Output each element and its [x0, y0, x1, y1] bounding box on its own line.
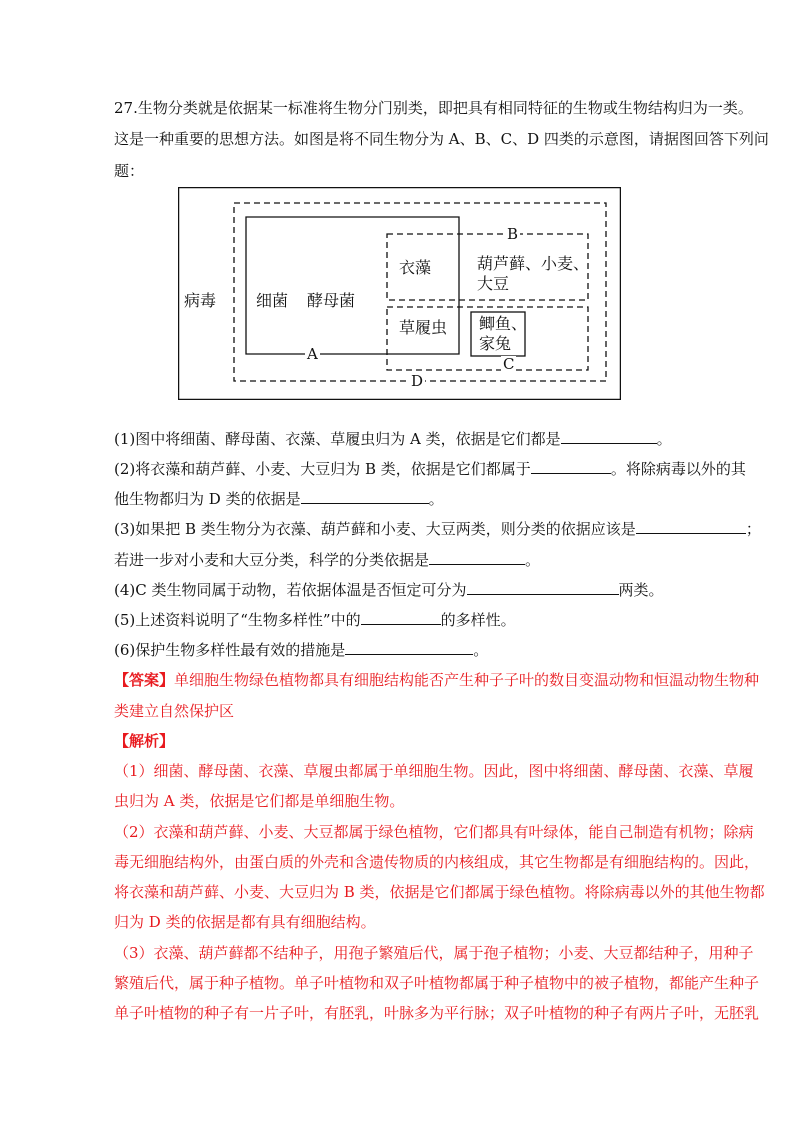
q6-answer-blank[interactable]: [345, 640, 473, 655]
set-a-letter: A: [307, 345, 318, 363]
set-d-letter: D: [411, 372, 424, 390]
q4-answer-blank[interactable]: [467, 580, 619, 595]
q5-answer-blank[interactable]: [361, 610, 441, 625]
q3a-text: (3)如果把 B 类生物分为衣藻、葫芦藓和小麦、大豆两类，则分类的依据应该是: [114, 520, 636, 538]
q3b-answer-blank[interactable]: [429, 550, 525, 565]
analysis-p2-line3: 将衣藻和葫芦藓、小麦、大豆归为 B 类，依据是它们都属于绿色植物。将除病毒以外的其他生物都: [114, 883, 765, 901]
q2b-end: 。: [428, 490, 444, 508]
subquestion-5: [114, 610, 516, 630]
q1-answer-blank[interactable]: [561, 429, 657, 444]
answer-line-1: [114, 670, 759, 690]
q1-text: (1)图中将细菌、酵母菌、衣藻、草履虫归为 A 类，依据是它们都是: [114, 430, 561, 448]
question-line-1: 27.生物分类就是依据某一标准将生物分门别类，即把具有相同特征的生物或生物结构归为一类。: [114, 99, 753, 117]
classification-diagram: [178, 187, 621, 400]
analysis-p3-line3: 单子叶植物的种子有一片子叶，有胚乳，叶脉多为平行脉；双子叶植物的种子有两片子叶，无胚乳: [114, 1004, 760, 1022]
subquestion-3b: [114, 550, 540, 570]
q2a-answer-blank[interactable]: [531, 459, 611, 474]
answer-line-2: 类建立自然保护区: [114, 702, 235, 720]
q5-end: 的多样性。: [440, 611, 516, 629]
q4-end: 两类。: [618, 581, 664, 599]
virus-label: 病毒: [184, 291, 217, 310]
subquestion-2a: [114, 459, 746, 479]
q2b-text: 他生物都归为 D 类的依据是: [114, 490, 301, 508]
set-b-letter: B: [507, 225, 519, 243]
analysis-p3-line2: 繁殖后代，属于种子植物。单子叶植物和双子叶植物都属于种子植物中的被子植物，都能产生种子: [114, 974, 760, 992]
q1-end: 。: [656, 430, 672, 448]
q3a-answer-blank[interactable]: [636, 519, 746, 534]
diagram-frames: [178, 187, 621, 400]
q4-text: (4)C 类生物同属于动物，若依据体温是否恒定可分为: [114, 581, 467, 599]
animals-label-line2: 家兔: [479, 334, 512, 353]
answer-text-1: 单细胞生物绿色植物都具有细胞结构能否产生种子子叶的数目变温动物和恒温动物生物种: [174, 671, 760, 689]
q2b-answer-blank[interactable]: [301, 489, 429, 504]
subquestion-1: [114, 429, 672, 449]
q3b-text: 若进一步对小麦和大豆分类，科学的分类依据是: [114, 551, 430, 569]
analysis-p2-line1: （2）衣藻和葫芦藓、小麦、大豆都属于绿色植物，它们都具有叶绿体，能自己制造有机物；除病: [114, 823, 754, 841]
answer-tag: 【答案】: [114, 671, 175, 689]
yeast-label: 酵母菌: [307, 291, 356, 310]
chlamydomonas-label: 衣藻: [399, 258, 432, 277]
q5-text: (5)上述资料说明了“生物多样性”中的: [114, 611, 361, 629]
question-line-3: 题：: [114, 162, 145, 180]
analysis-tag: 【解析】: [114, 732, 175, 750]
analysis-p2-line2: 毒无细胞结构外，由蛋白质的外壳和含遗传物质的内核组成，其它生物都是有细胞结构的。因此，: [114, 853, 760, 871]
subquestion-6: [114, 640, 488, 660]
q6-end: 。: [473, 641, 489, 659]
bacteria-label: 细菌: [256, 291, 289, 310]
paramecium-label: 草履虫: [399, 318, 448, 337]
q3a-end: ；: [745, 520, 761, 538]
plants-label-line2: 大豆: [477, 274, 510, 293]
set-c-letter: C: [503, 355, 515, 373]
subquestion-2b: [114, 489, 444, 509]
subquestion-4: [114, 580, 664, 600]
q3b-end: 。: [525, 551, 541, 569]
q2a-text: (2)将衣藻和葫芦藓、小麦、大豆归为 B 类，依据是它们都属于: [114, 460, 531, 478]
analysis-p1-line1: （1）细菌、酵母菌、衣藻、草履虫都属于单细胞生物。因此，图中将细菌、酵母菌、衣藻、草履: [114, 762, 754, 780]
analysis-p3-line1: （3）衣藻、葫芦藓都不结种子，用孢子繁殖后代，属于孢子植物；小麦、大豆都结种子，用种子: [114, 944, 754, 962]
outer-frame: [179, 188, 621, 400]
analysis-p2-line4: 归为 D 类的依据是都有具有细胞结构。: [114, 913, 376, 931]
animals-label-line1: 鲫鱼、: [479, 314, 528, 333]
q2a-end: 。将除病毒以外的其: [610, 460, 746, 478]
q6-text: (6)保护生物多样性最有效的措施是: [114, 641, 346, 659]
subquestion-3a: [114, 519, 761, 539]
analysis-p1-line2: 虫归为 A 类，依据是它们都是单细胞生物。: [114, 792, 405, 810]
plants-label-line1: 葫芦藓、小麦、: [477, 254, 590, 273]
question-line-2: 这是一种重要的思想方法。如图是将不同生物分为 A、B、C、D 四类的示意图，请据图回答下列问: [114, 130, 769, 148]
